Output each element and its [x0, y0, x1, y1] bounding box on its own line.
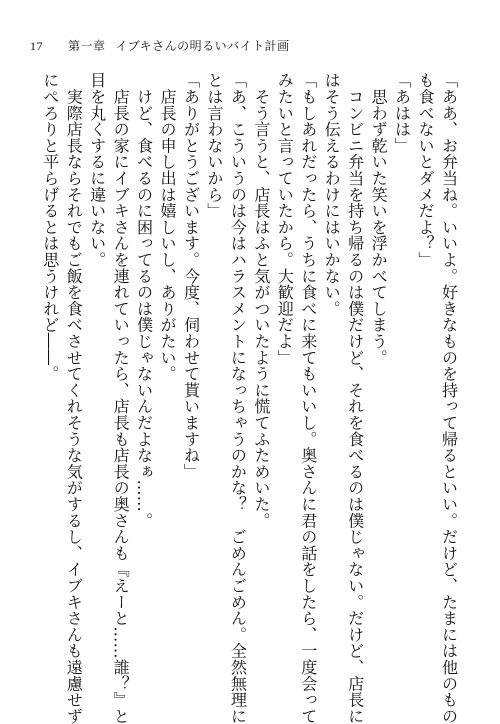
text-line: コンビニ弁当を持ち帰るのは僕だけど、それを食べるのは僕じゃない。だけど、店長に — [345, 72, 365, 724]
text-line: そう言うと、店長はふと気がついたように慌てふためいた。 — [251, 72, 271, 529]
text-line: 「あはは」 — [392, 72, 412, 154]
body-text — [38, 72, 460, 724]
chapter-label: 第一章 — [68, 39, 106, 53]
text-line: 「ありがとうございます。今度、伺わせて貰いますね」 — [181, 72, 201, 480]
text-line: はそう伝えるわけにはいかない。 — [321, 72, 341, 317]
text-line: 「もしあれだったら、うちに食べに来てもいいし。奥さんに君の話をしたら、一度会って — [298, 72, 318, 724]
page-number: 17 — [30, 39, 43, 53]
text-line: 「ああ、お弁当ね。いいよ。好きなものを持って帰るといい。だけど、たまには他のもの — [439, 72, 458, 724]
text-line: みたいと言っていたから。大歓迎だよ」 — [274, 72, 294, 366]
running-header — [30, 37, 290, 54]
text-line: 実際店長ならそれでもご飯を食べさせてくれそうな気がするし、イブキさんも遠慮せず — [63, 72, 83, 724]
text-line: にぺろりと平らげるとは思うけれど――。 — [40, 72, 60, 382]
text-line: も食べないとダメだよ？」 — [415, 72, 435, 268]
text-line: 目を丸くするに違いない。 — [87, 72, 107, 268]
chapter-title: イブキさんの明るいバイト計画 — [115, 39, 290, 53]
text-line: 「あ、こういうのは今はハラスメントになっちゃうのかな？ ごめんごめん。全然無理に — [227, 72, 247, 724]
text-line: 思わず乾いた笑いを浮かべてしまう。 — [368, 72, 388, 366]
text-line: 店長の家にイブキさんを連れていったら、店長も店長の奥さんも『えーと……誰？』と — [110, 72, 130, 724]
text-line: けど、食べるのに困ってるのは僕じゃないんだよなぁ……。 — [134, 72, 154, 529]
text-line: 店長の申し出は嬉しいし、ありがたい。 — [157, 72, 177, 382]
text-line: とは言わないから」 — [204, 72, 224, 219]
